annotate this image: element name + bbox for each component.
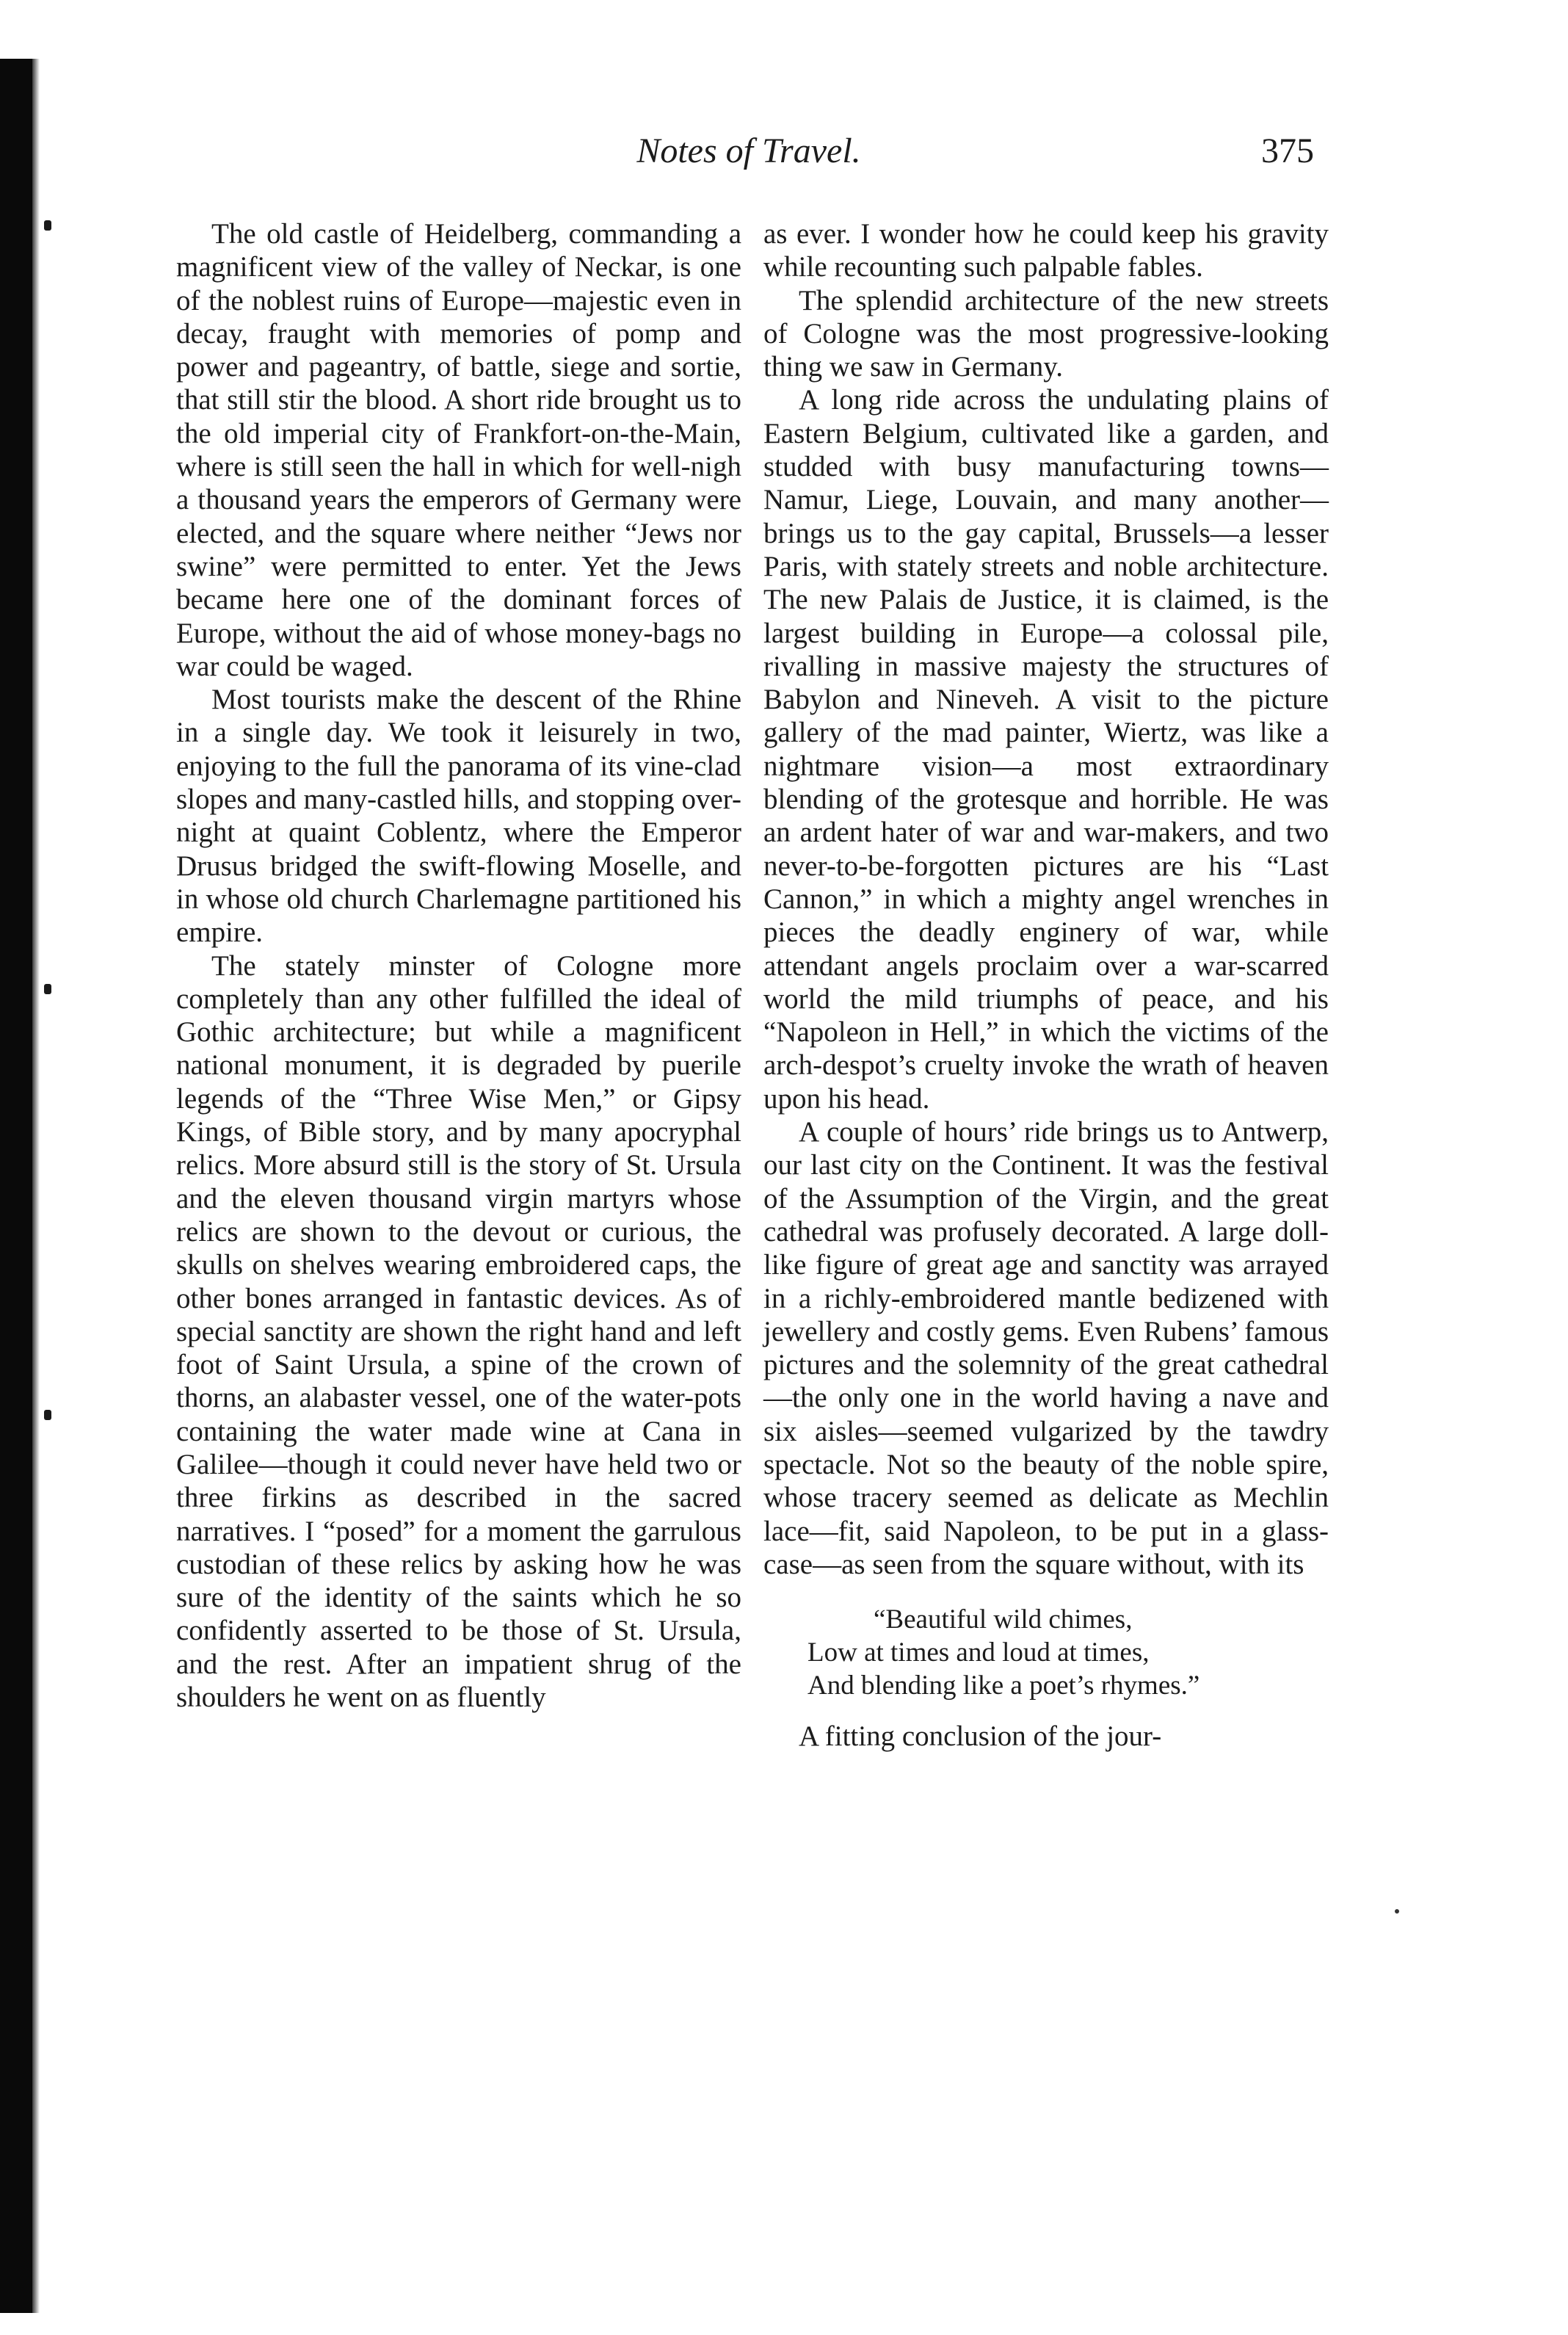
paragraph: The old castle of Heidelberg, commanding a magnificent view of the valley of Neckar, is one of the noblest ruins of Europe—majestic even in decay, fraught with memories of pomp and power and pageantry, of battle, siege and sortie, that still stir the blood. A short ride brought us to the old imperial city of Frankfort-on-the-Main, where is still seen the hall in which for well-nigh a thousand years the emperors of Germany were elected, and the square where neither “Jews nor swine” were permitted to enter. Yet the Jews became here one of the dominant forces of Europe, without the aid of whose money-bags no war could be waged.: [176, 218, 741, 682]
poem-line: And blending like a poet’s rhymes.”: [807, 1670, 1200, 1701]
right-column: [763, 217, 1329, 1753]
paragraph: A long ride across the undulating plains of Eastern Belgium, cultivated like a garden, and studded with busy manufacturing towns—Namur, Liege, Louvain, and many another—brings us to the gay capital, Brussels—a lesser Paris, with stately streets and noble architecture. The new Palais de Justice, it is claimed, is the largest building in Europe—a colossal pile, rivalling in massive majesty the structures of Babylon and Nineveh. A visit to the picture gallery of the mad painter, Wiertz, was like a nightmare vision—a most extraordinary blending of the grotesque and horrible. He was an ardent hater of war and war-makers, and two never-to-be-forgotten pictures are his “Last Cannon,” in which a mighty angel wrenches in pieces the deadly enginery of war, while attendant angels proclaim over a war-scarred world the mild triumphs of peace, and his “Napoleon in Hell,” in which the victims of the arch-despot’s cruelty invoke the wrath of heaven upon his head.: [763, 384, 1329, 1115]
poem-line: “Beautiful wild chimes,: [874, 1604, 1133, 1635]
paragraph: The stately minster of Cologne more completely than any other fulfilled the ideal of Gothic architecture; but while a magnificent national monument, it is degraded by puerile legends of the “Three Wise Men,” or Gipsy Kings, of Bible story, and by many apocryphal relics. More absurd still is the story of St. Ursula and the eleven thousand virgin martyrs whose relics are shown to the devout or curious, the skulls on shelves wearing embroidered caps, the other bones arranged in fantastic devices. As of special sanctity are shown the right hand and left foot of Saint Ursula, a spine of the crown of thorns, an alabaster vessel, one of the water-pots containing the water made wine at Cana in Galilee—though it could never have held two or three firkins as described in the sacred narratives. I “posed” for a moment the garrulous custodian of these relics by asking how he was sure of the identity of the saints which he so confidently asserted to be those of St. Ursula, and the rest. After an impatient shrug of the shoulders he went on as fluently: [176, 949, 741, 1714]
paragraph: Most tourists make the descent of the Rhine in a single day. We took it leisurely in two, enjoying to the full the panorama of its vine-clad slopes and many-castled hills, and stopping over-night at quaint Coblentz, where the Emperor Drusus bridged the swift-flowing Moselle, and in whose old church Charlemagne partitioned his empire.: [176, 684, 741, 949]
running-header-title: Notes of Travel.: [636, 131, 861, 170]
page-speck: [1395, 1909, 1399, 1914]
left-column: [176, 217, 741, 1714]
book-spine-shadow: [0, 59, 32, 2313]
spine-edge-gradient: [32, 59, 40, 2313]
paragraph: A fitting conclusion of the jour-: [799, 1720, 1162, 1753]
quoted-poem: [763, 1603, 1329, 1702]
paragraph: A couple of hours’ ride brings us to Antwerp, our last city on the Continent. It was the festival of the Assumption of the Virgin, and the great cathedral was profusely decorated. A large doll-like figure of great age and sanctity was arrayed in a richly-embroidered mantle bedizened with jewellery and costly gems. Even Rubens’ famous pictures and the solemnity of the great cathedral—the only one in the world having a nave and six aisles—seemed vulgarized by the tawdry spectacle. Not so the beauty of the noble spire, whose tracery seemed as delicate as Mechlin lace—fit, said Napoleon, to be put in a glass-case—as seen from the square without, with its: [763, 1116, 1329, 1580]
spine-mark: [44, 984, 51, 994]
paragraph: as ever. I wonder how he could keep his gravity while recounting such palpable fables.: [763, 218, 1329, 283]
page-number: 375: [1261, 131, 1314, 170]
poem-line: Low at times and loud at times,: [807, 1637, 1150, 1668]
paragraph: The splendid architecture of the new streets of Cologne was the most progressive-looking thing we saw in Germany.: [763, 284, 1329, 383]
spine-mark: [44, 220, 51, 231]
spine-mark: [44, 1410, 51, 1420]
